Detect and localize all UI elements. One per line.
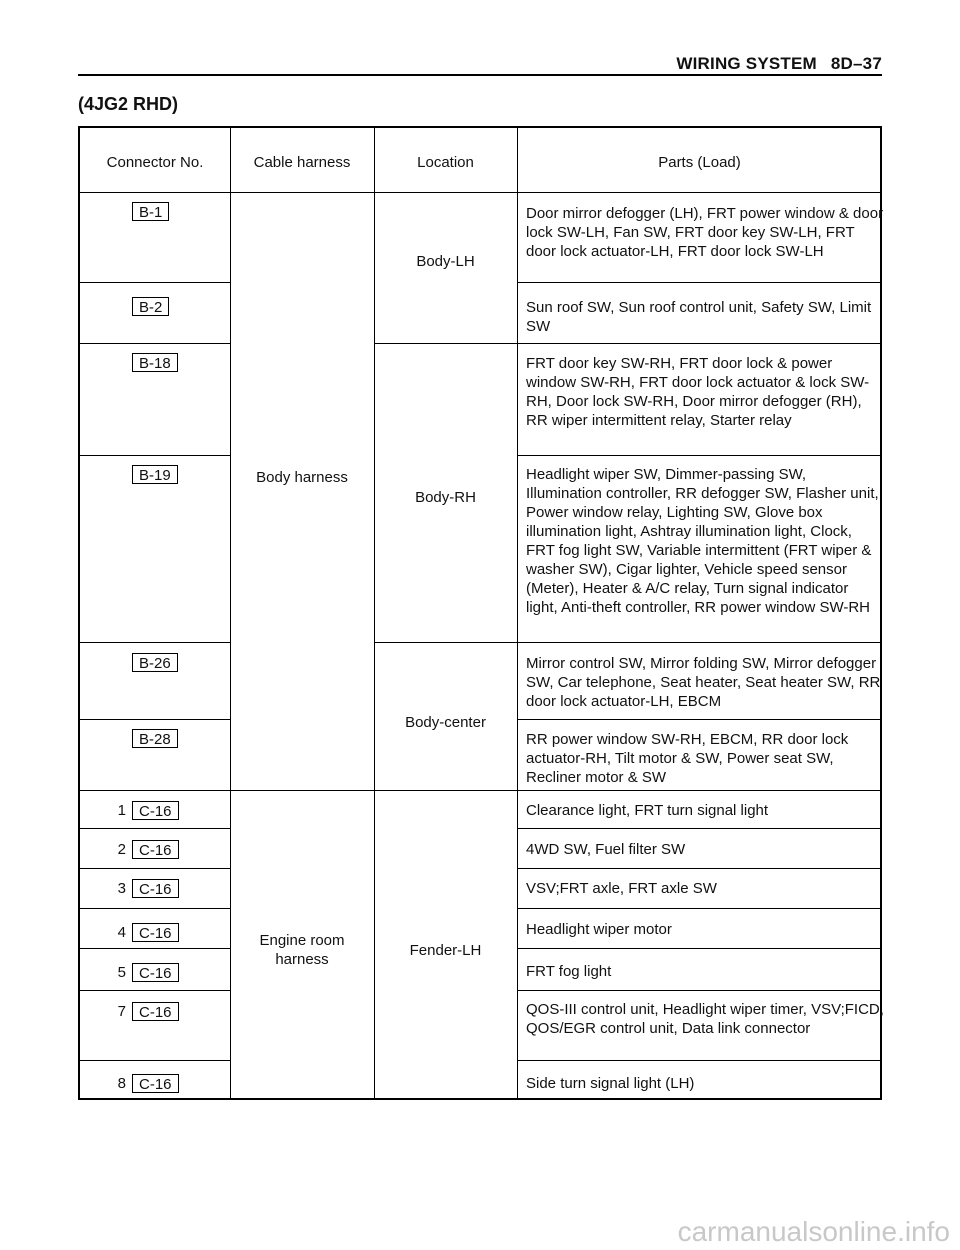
row-divider	[80, 790, 880, 791]
col-header-cable-harness: Cable harness	[253, 154, 351, 171]
page-number: 8D–37	[830, 54, 882, 73]
row-divider	[374, 343, 880, 344]
parts-cell: VSV;FRT axle, FRT axle SW	[526, 880, 717, 897]
connector-box: C-16	[132, 840, 179, 859]
parts-cell: Door mirror defogger (LH), FRT power window & door lock SW-LH, Fan SW, FRT door key SW-LH, FRT door lock actuator-LH, FRT door lock SW-LH	[526, 205, 884, 260]
row-divider	[517, 282, 880, 283]
row-divider	[517, 868, 880, 869]
parts-cell: Side turn signal light (LH)	[526, 1075, 695, 1092]
parts-cell: Clearance light, FRT turn signal light	[526, 802, 769, 819]
row-number: 1	[117, 802, 126, 819]
parts-cell: FRT fog light	[526, 963, 612, 980]
row-divider	[80, 990, 230, 991]
row-number: 4	[117, 924, 126, 941]
parts-cell: Headlight wiper SW, Dimmer-passing SW, Illumination controller, RR defogger SW, Flasher unit, Power window relay, Lighting SW, Glove box illumination light, Ashtray illumination light, Clock, FRT fog light SW, Variable intermittent (FRT wiper & washer SW), Cigar lighter, Vehicle speed sensor (Meter), Heater & A/C relay, Turn signal indicator light, Anti-theft controller, RR power window SW-RH	[526, 466, 879, 616]
col-header-connector: Connector No.	[106, 154, 204, 171]
header-rule	[78, 74, 882, 76]
row-divider	[80, 343, 230, 344]
subtitle: (4JG2 RHD)	[78, 94, 179, 114]
row-number: 8	[117, 1075, 126, 1092]
location-body-lh: Body-LH	[416, 253, 475, 270]
row-divider	[80, 1060, 230, 1061]
connector-box: B-18	[132, 353, 178, 372]
connector-box: C-16	[132, 1074, 179, 1093]
row-divider	[80, 868, 230, 869]
row-divider	[517, 828, 880, 829]
watermark: carmanualsonline.info	[677, 1216, 950, 1247]
page-header	[0, 54, 882, 74]
parts-cell: FRT door key SW-RH, FRT door lock & power window SW-RH, FRT door lock actuator & lock SW-RH, Door lock SW-RH, Door mirror defogger (RH), RR wiper intermittent relay, Starter relay	[526, 355, 870, 429]
connector-box: C-16	[132, 879, 179, 898]
row-divider	[517, 719, 880, 720]
parts-cell: QOS-III control unit, Headlight wiper timer, VSV;FICD, QOS/EGR control unit, Data link connector	[526, 1001, 884, 1037]
row-divider	[517, 990, 880, 991]
cable-harness-engine-room: Engine room harness	[259, 932, 345, 968]
row-number: 2	[117, 841, 126, 858]
cable-harness-body: Body harness	[256, 469, 348, 486]
row-number: 5	[117, 964, 126, 981]
column-divider	[517, 128, 518, 1098]
column-divider	[230, 128, 231, 1098]
location-fender-lh: Fender-LH	[409, 942, 482, 959]
connector-table	[78, 126, 882, 1100]
col-header-location: Location	[417, 154, 474, 171]
row-divider	[517, 1060, 880, 1061]
connector-box: B-28	[132, 729, 178, 748]
row-divider	[517, 948, 880, 949]
row-divider	[80, 642, 230, 643]
row-divider	[80, 719, 230, 720]
section-title: WIRING SYSTEM	[676, 54, 817, 73]
connector-box: B-19	[132, 465, 178, 484]
row-divider	[80, 908, 230, 909]
row-divider	[80, 455, 230, 456]
parts-cell: RR power window SW-RH, EBCM, RR door lock actuator-RH, Tilt motor & SW, Power seat SW, Recliner motor & SW	[526, 731, 849, 786]
parts-cell: 4WD SW, Fuel filter SW	[526, 841, 686, 858]
location-body-center: Body-center	[405, 714, 486, 731]
parts-cell: Headlight wiper motor	[526, 921, 672, 938]
row-divider	[517, 908, 880, 909]
connector-box: C-16	[132, 1002, 179, 1021]
connector-box: C-16	[132, 923, 179, 942]
connector-box: B-2	[132, 297, 169, 316]
connector-box: C-16	[132, 801, 179, 820]
row-number: 3	[117, 880, 126, 897]
row-divider	[374, 642, 880, 643]
location-body-rh: Body-RH	[415, 489, 476, 506]
row-divider	[517, 455, 880, 456]
connector-box: C-16	[132, 963, 179, 982]
connector-box: B-26	[132, 653, 178, 672]
connector-box: B-1	[132, 202, 169, 221]
row-divider	[80, 282, 230, 283]
col-header-parts: Parts (Load)	[658, 154, 741, 171]
header-divider	[80, 192, 880, 193]
row-number: 7	[117, 1003, 126, 1020]
parts-cell: Sun roof SW, Sun roof control unit, Safety SW, Limit SW	[526, 299, 872, 335]
parts-cell: Mirror control SW, Mirror folding SW, Mirror defogger SW, Car telephone, Seat heater, Seat heater SW, RR door lock actuator-LH, EBCM	[526, 655, 881, 710]
row-divider	[80, 828, 230, 829]
row-divider	[80, 948, 230, 949]
